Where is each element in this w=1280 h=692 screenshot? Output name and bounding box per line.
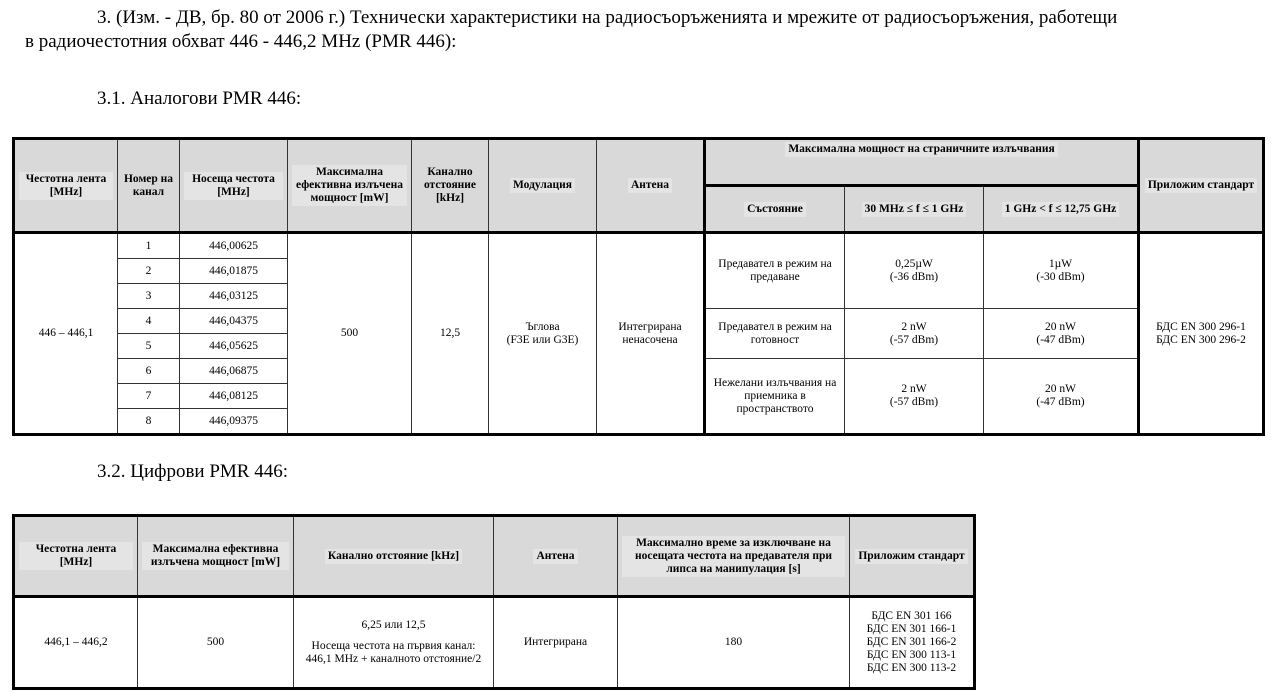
carrier-frequency: 446,03125 [180,284,288,309]
header-spacing: Канално отстояние [kHz] [294,516,494,597]
header-band: Честотна лента [MHz] [14,139,118,233]
state-label: Предавател в режим на готовност [705,309,845,359]
header-standard: Приложим стандарт [1139,139,1264,233]
header-modulation: Модулация [489,139,597,233]
antenna-cell: Интегрирана [494,597,618,689]
header-spacing: Канално отстояние [kHz] [412,139,489,233]
header-antenna: Антена [597,139,705,233]
channel-number: 3 [118,284,180,309]
carrier-frequency: 446,06875 [180,359,288,384]
header-range-2: 1 GHz < f ≤ 12,75 GHz [984,186,1139,233]
section-analog-title: 3.1. Аналогови PMR 446: [97,88,302,109]
state-label: Предавател в режим на предаване [705,233,845,309]
state-range-1: 2 nW (-57 dBm) [845,309,984,359]
band-cell: 446 – 446,1 [14,233,118,435]
channel-number: 6 [118,359,180,384]
section-digital-title: 3.2. Цифрови PMR 446: [97,461,289,482]
channel-number: 7 [118,384,180,409]
digital-pmr-table [12,514,976,690]
intro-paragraph [25,6,1265,54]
spacing-cell [294,597,494,689]
antenna-cell: Интегрирана ненасочена [597,233,705,435]
channel-number: 2 [118,259,180,284]
channel-number: 1 [118,233,180,259]
carrier-frequency: 446,00625 [180,233,288,259]
power-cell: 500 [288,233,412,435]
intro-line-2: в радиочестотния обхват 446 - 446,2 MHz (PMR 446): [25,31,457,52]
state-range-2: 20 nW (-47 dBm) [984,309,1139,359]
spacing-value: 6,25 или 12,5 [361,619,426,631]
header-channel: Номер на канал [118,139,180,233]
channel-number: 5 [118,334,180,359]
state-range-2: 20 nW (-47 dBm) [984,359,1139,435]
header-power: Максимална ефективна излъчена мощност [mW] [138,516,294,597]
header-carrier: Носеща честота [MHz] [180,139,288,233]
power-cell: 500 [138,597,294,689]
header-state: Състояние [705,186,845,233]
state-range-2: 1µW (-30 dBm) [984,233,1139,309]
header-standard: Приложим стандарт [850,516,975,597]
carrier-frequency: 446,04375 [180,309,288,334]
carrier-frequency: 446,09375 [180,409,288,435]
header-range-1: 30 MHz ≤ f ≤ 1 GHz [845,186,984,233]
time-cell: 180 [618,597,850,689]
state-range-1: 2 nW (-57 dBm) [845,359,984,435]
spacing-note: Носеща честота на първия канал: 446,1 MHz + каналното отстояние/2 [305,640,482,665]
band-cell: 446,1 – 446,2 [14,597,138,689]
carrier-frequency: 446,08125 [180,384,288,409]
state-label: Нежелани излъчвания на приемника в пространството [705,359,845,435]
header-antenna: Антена [494,516,618,597]
spacing-cell: 12,5 [412,233,489,435]
standard-cell: БДС EN 301 166 БДС EN 301 166-1 БДС EN 301 166-2 БДС EN 300 113-1 БДС EN 300 113-2 [850,597,975,689]
carrier-frequency: 446,01875 [180,259,288,284]
state-range-1: 0,25µW (-36 dBm) [845,233,984,309]
header-time: Максимално време за изключване на носещата честота на предавателя при липса на манипулация [s] [618,516,850,597]
modulation-cell: Ъглова (F3E или G3E) [489,233,597,435]
header-power: Максимална ефективна излъчена мощност [mW] [288,139,412,233]
header-spurious: Максимална мощност на страничните излъчвания [705,139,1139,186]
header-band: Честотна лента [MHz] [14,516,138,597]
channel-number: 8 [118,409,180,435]
carrier-frequency: 446,05625 [180,334,288,359]
standard-cell: БДС EN 300 296-1 БДС EN 300 296-2 [1139,233,1264,435]
analog-pmr-table [12,137,1265,436]
channel-number: 4 [118,309,180,334]
intro-line-1: 3. (Изм. - ДВ, бр. 80 от 2006 г.) Технически характеристики на радиосъоръженията и мрежите от радиосъоръжения, работещи [97,7,1118,28]
